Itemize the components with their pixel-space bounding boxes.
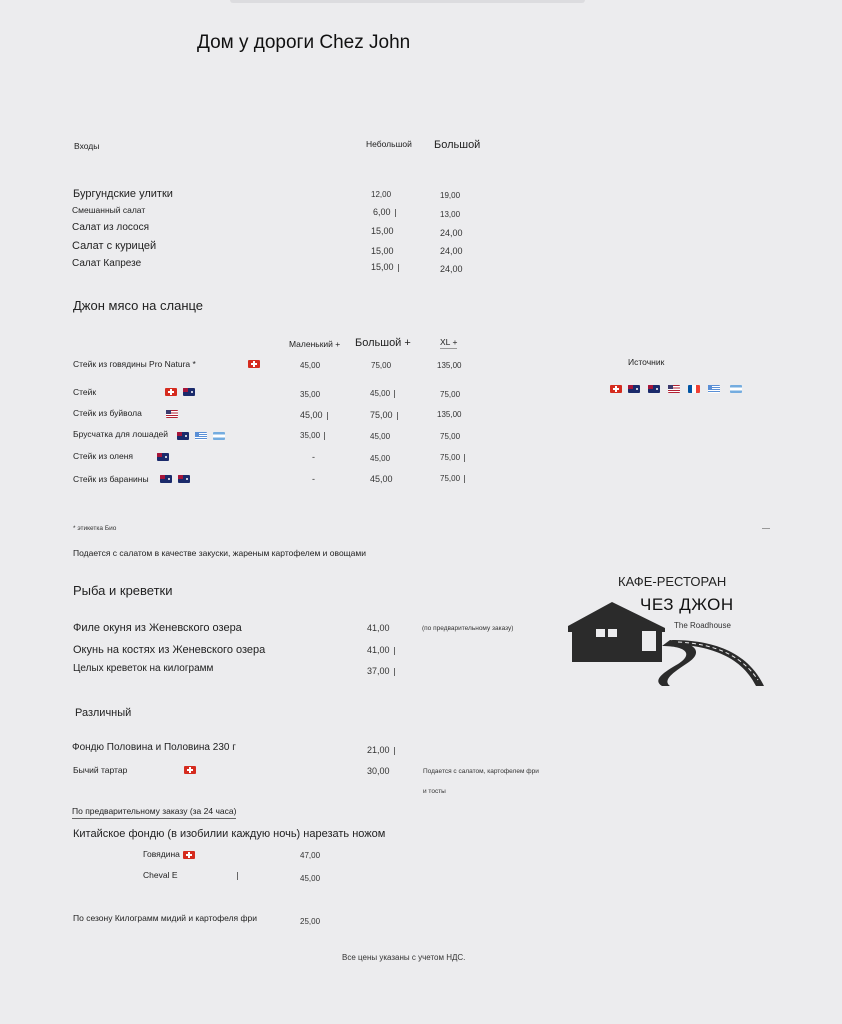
price-large: 13,00 <box>440 210 461 219</box>
price-xl: 75,00 <box>440 432 461 441</box>
usa-flag-icon <box>166 410 178 418</box>
price-small: 45,00 <box>300 410 328 420</box>
price-small: 15,00 <box>371 262 399 272</box>
price-large: 45,00 <box>370 454 391 463</box>
served-note: Подается с салатом в качестве закуски, жареным картофелем и овощами <box>73 548 366 558</box>
menu-item: Салат с курицей <box>72 240 157 252</box>
preorder-label: По предварительному заказу (за 24 часа) <box>72 806 236 819</box>
menu-item: Стейк <box>73 387 97 397</box>
col-small-header: Небольшой <box>366 139 412 149</box>
logo-line3: The Roadhouse <box>674 621 731 630</box>
fish-heading: Рыба и креветки <box>73 583 173 598</box>
price-large: 45,00 <box>370 474 393 484</box>
price-small: - <box>312 452 315 462</box>
price: 41,00 <box>367 645 395 655</box>
uruguay-flag-icon <box>708 385 720 393</box>
menu-item: Фондю Половина и Половина 230 г <box>72 742 236 753</box>
price-small: - <box>312 474 315 484</box>
misc-heading: Различный <box>75 707 132 719</box>
price-small: 12,00 <box>371 190 392 199</box>
uruguay-flag-icon <box>195 432 207 440</box>
menu-item: Стейк из баранины <box>73 474 149 484</box>
menu-item: Брусчатка для лошадей <box>73 429 169 439</box>
price-large: 45,00 <box>370 432 391 441</box>
price-small: 15,00 <box>371 246 394 256</box>
fondue-title: Китайское фондю (в изобилии каждую ночь) нарезать ножом <box>73 828 386 840</box>
australia-flag-icon <box>183 388 195 396</box>
menu-item: Смешанный салат <box>72 205 146 215</box>
top-bar <box>230 0 585 3</box>
price: 41,00 <box>367 623 390 633</box>
swiss-flag-icon <box>248 360 260 368</box>
served-note: Подается с салатом, картофелем фри <box>423 768 539 775</box>
australia-flag-icon <box>628 385 640 393</box>
australia-flag-icon <box>178 475 190 483</box>
price-large: 24,00 <box>440 228 463 238</box>
menu-item: Целых креветок на килограмм <box>73 663 214 674</box>
swiss-flag-icon <box>184 766 196 774</box>
logo-line1: КАФЕ-РЕСТОРАН <box>618 574 727 589</box>
price-xl: 75,00 <box>440 390 461 399</box>
price: 25,00 <box>300 917 321 926</box>
price: 45,00 <box>300 874 321 883</box>
divider <box>762 528 770 529</box>
menu-item: Салат Капрезе <box>72 258 142 269</box>
menu-item: Говядина <box>143 849 180 859</box>
house-road-icon <box>566 568 771 693</box>
menu-item: Стейк из оленя <box>73 451 134 461</box>
price-small: 45,00 <box>300 361 321 370</box>
preorder-note: (по предварительному заказу) <box>422 625 514 632</box>
price-small: 6,00 <box>373 207 396 217</box>
new-zealand-flag-icon <box>160 475 172 483</box>
price: 47,00 <box>300 851 321 860</box>
price-small: 35,00 <box>300 390 321 399</box>
price: 30,00 <box>367 766 390 776</box>
price-large: 19,00 <box>440 191 461 200</box>
australia-flag-icon <box>177 432 189 440</box>
price-xl: 75,00 <box>440 453 465 462</box>
new-zealand-flag-icon <box>157 453 169 461</box>
meat-heading: Джон мясо на сланце <box>73 298 204 313</box>
col-xl-header: XL + <box>440 337 458 347</box>
page-title: Дом у дороги Chez John <box>197 32 411 53</box>
bio-note: * этикетка Био <box>73 525 117 532</box>
swiss-flag-icon <box>610 385 622 393</box>
col-large-header: Большой <box>434 139 481 151</box>
menu-item: Бургундские улитки <box>73 188 173 200</box>
col-small-header: Маленький + <box>289 339 341 349</box>
price-xl: 135,00 <box>437 361 462 370</box>
served-note-cont: и тосты <box>423 788 446 795</box>
menu-item: Стейк из буйвола <box>73 408 142 418</box>
season-item: По сезону Килограмм мидий и картофеля фри <box>73 913 257 923</box>
menu-item: Бычий тартар <box>73 765 128 775</box>
col-large-header: Большой + <box>355 337 411 349</box>
price-xl: 135,00 <box>437 410 462 419</box>
usa-flag-icon <box>668 385 680 393</box>
price-small: 15,00 <box>371 226 394 236</box>
price: 21,00 <box>367 745 395 755</box>
price-xl: 75,00 <box>440 474 465 483</box>
menu-item: Cheval E <box>143 870 178 880</box>
price-large: 75,00 <box>371 361 392 370</box>
new-zealand-flag-icon <box>648 385 660 393</box>
price-large: 24,00 <box>440 264 463 274</box>
restaurant-logo <box>566 568 771 693</box>
menu-item: Филе окуня из Женевского озера <box>73 622 242 634</box>
starters-heading: Входы <box>74 141 100 151</box>
france-flag-icon <box>688 385 700 393</box>
price-large: 24,00 <box>440 246 463 256</box>
vat-footer: Все цены указаны с учетом НДС. <box>342 953 466 962</box>
divider <box>237 872 238 880</box>
menu-item: Окунь на костях из Женевского озера <box>73 644 266 656</box>
price-large: 75,00 <box>370 410 398 420</box>
swiss-flag-icon <box>183 851 195 859</box>
logo-line2: ЧЕЗ ДЖОН <box>640 595 734 614</box>
swiss-flag-icon <box>165 388 177 396</box>
argentina-flag-icon <box>730 385 742 393</box>
menu-item: Салат из лосося <box>72 222 149 233</box>
price: 37,00 <box>367 666 395 676</box>
price-large: 45,00 <box>370 389 395 398</box>
menu-item: Стейк из говядины Pro Natura * <box>73 359 196 369</box>
argentina-flag-icon <box>213 432 225 440</box>
price-small: 35,00 <box>300 431 325 440</box>
source-label: Источник <box>628 357 665 367</box>
